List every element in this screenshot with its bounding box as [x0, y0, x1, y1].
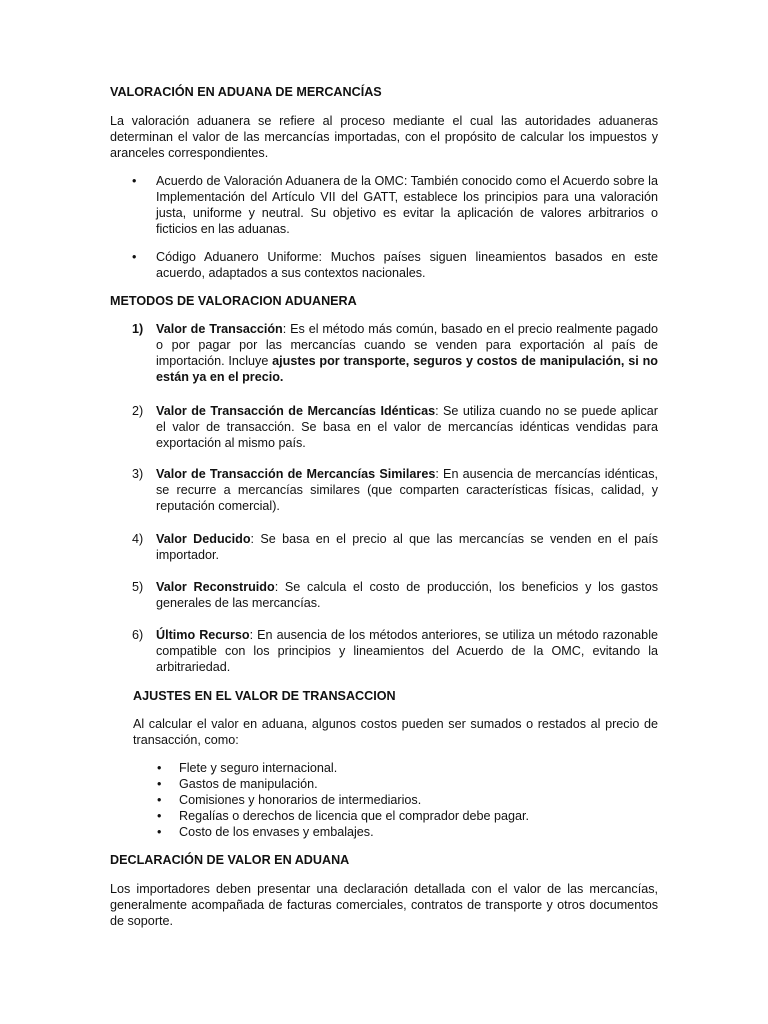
method-description: : Es el método más común, basado en el precio realmente pagado o por pagar por las mercancías cuando se venden para exportación al país de importación. Incluye	[156, 322, 658, 368]
intro-bullet-item	[132, 173, 658, 237]
method-number: 6)	[132, 628, 144, 642]
method-number: 2)	[132, 404, 144, 418]
method-name: Valor Deducido	[156, 532, 251, 546]
method-name: Valor de Transacción	[156, 322, 283, 336]
bullet-dot: •	[132, 174, 137, 188]
intro-paragraph: La valoración aduanera se refiere al proceso mediante el cual las autoridades aduaneras determinan el valor de las mercancías importadas, con el propósito de calcular los impuestos y aranceles correspondientes.	[110, 114, 658, 160]
method-number: 3)	[132, 467, 144, 481]
bullet-dot: •	[157, 809, 162, 823]
intro-bullet-text: Acuerdo de Valoración Aduanera de la OMC: También conocido como el Acuerdo sobre la Implementación del Artículo VII del GATT, establece los principios para una valoración justa, uniforme y neutral. Su objetivo es evitar la aplicación de valores arbitrarios o ficticios en las aduanas.	[156, 174, 658, 236]
bullet-dot: •	[157, 777, 162, 791]
intro-bullet-item	[132, 249, 658, 281]
methods-heading: METODOS DE VALORACION ADUANERA	[110, 294, 357, 308]
method-description: : Se calcula el costo de producción, los beneficios y los gastos generales de las mercancías.	[156, 580, 659, 610]
adjustment-item	[157, 760, 657, 776]
adjustment-item	[157, 792, 657, 808]
method-description: : Se basa en el precio al que las mercancías se venden en el país importador.	[156, 532, 658, 562]
adjustment-item	[157, 808, 657, 824]
adjustment-item	[157, 824, 657, 840]
method-name: Valor de Transacción de Mercancías Idénticas	[156, 404, 436, 418]
adjustment-text: Flete y seguro internacional.	[179, 761, 338, 775]
method-name: Valor Reconstruido	[156, 580, 275, 594]
document-title: VALORACIÓN EN ADUANA DE MERCANCÍAS	[110, 85, 382, 99]
method-text	[156, 321, 658, 385]
method-text	[156, 531, 658, 563]
method-item	[132, 627, 658, 675]
adjustment-text: Regalías o derechos de licencia que el comprador debe pagar.	[179, 809, 530, 823]
method-text	[156, 579, 658, 611]
method-description: : En ausencia de los métodos anteriores, se utiliza un método razonable compatible con los principios y lineamientos del Acuerdo de la OMC, evitando la arbitrariedad.	[156, 628, 658, 674]
method-number: 5)	[132, 580, 144, 594]
method-name: Último Recurso	[156, 628, 250, 642]
declaration-heading: DECLARACIÓN DE VALOR EN ADUANA	[110, 853, 350, 867]
method-number: 1)	[132, 322, 144, 336]
adjustments-intro: Al calcular el valor en aduana, algunos costos pueden ser sumados o restados al precio de transacción, como:	[133, 717, 658, 747]
method-item	[132, 531, 658, 563]
adjustment-item	[157, 776, 657, 792]
adjustment-text: Gastos de manipulación.	[179, 777, 318, 791]
method-text	[156, 627, 658, 675]
method-number: 4)	[132, 532, 144, 546]
bullet-dot: •	[157, 793, 162, 807]
bullet-dot: •	[157, 825, 162, 839]
method-name: Valor de Transacción de Mercancías Similares	[156, 467, 436, 481]
method-item	[132, 466, 658, 514]
method-emphasis: ajustes por transporte, seguros y costos de manipulación, si no están ya en el precio.	[156, 354, 658, 384]
adjustment-text: Comisiones y honorarios de intermediarios.	[179, 793, 422, 807]
adjustment-text: Costo de los envases y embalajes.	[179, 825, 374, 839]
declaration-paragraph: Los importadores deben presentar una declaración detallada con el valor de las mercancías, generalmente acompañada de facturas comerciales, contratos de transporte y otros documentos de soporte.	[110, 882, 658, 928]
method-item	[132, 403, 658, 451]
method-description: : Se utiliza cuando no se puede aplicar el valor de transacción. Se basa en el valor de mercancías idénticas vendidas para exportación al mismo país.	[156, 404, 659, 450]
bullet-dot: •	[132, 250, 137, 264]
intro-bullet-text: Código Aduanero Uniforme: Muchos países siguen lineamientos basados en este acuerdo, adaptados a sus contextos nacionales.	[156, 250, 658, 280]
bullet-dot: •	[157, 761, 162, 775]
adjustments-heading: AJUSTES EN EL VALOR DE TRANSACCION	[133, 689, 396, 703]
method-item	[132, 321, 658, 385]
method-item	[132, 579, 658, 611]
method-text	[156, 466, 658, 514]
method-description: : En ausencia de mercancías idénticas, se recurre a mercancías similares (que comparten características físicas, calidad, y reputación comercial).	[156, 467, 658, 513]
method-text	[156, 403, 658, 451]
